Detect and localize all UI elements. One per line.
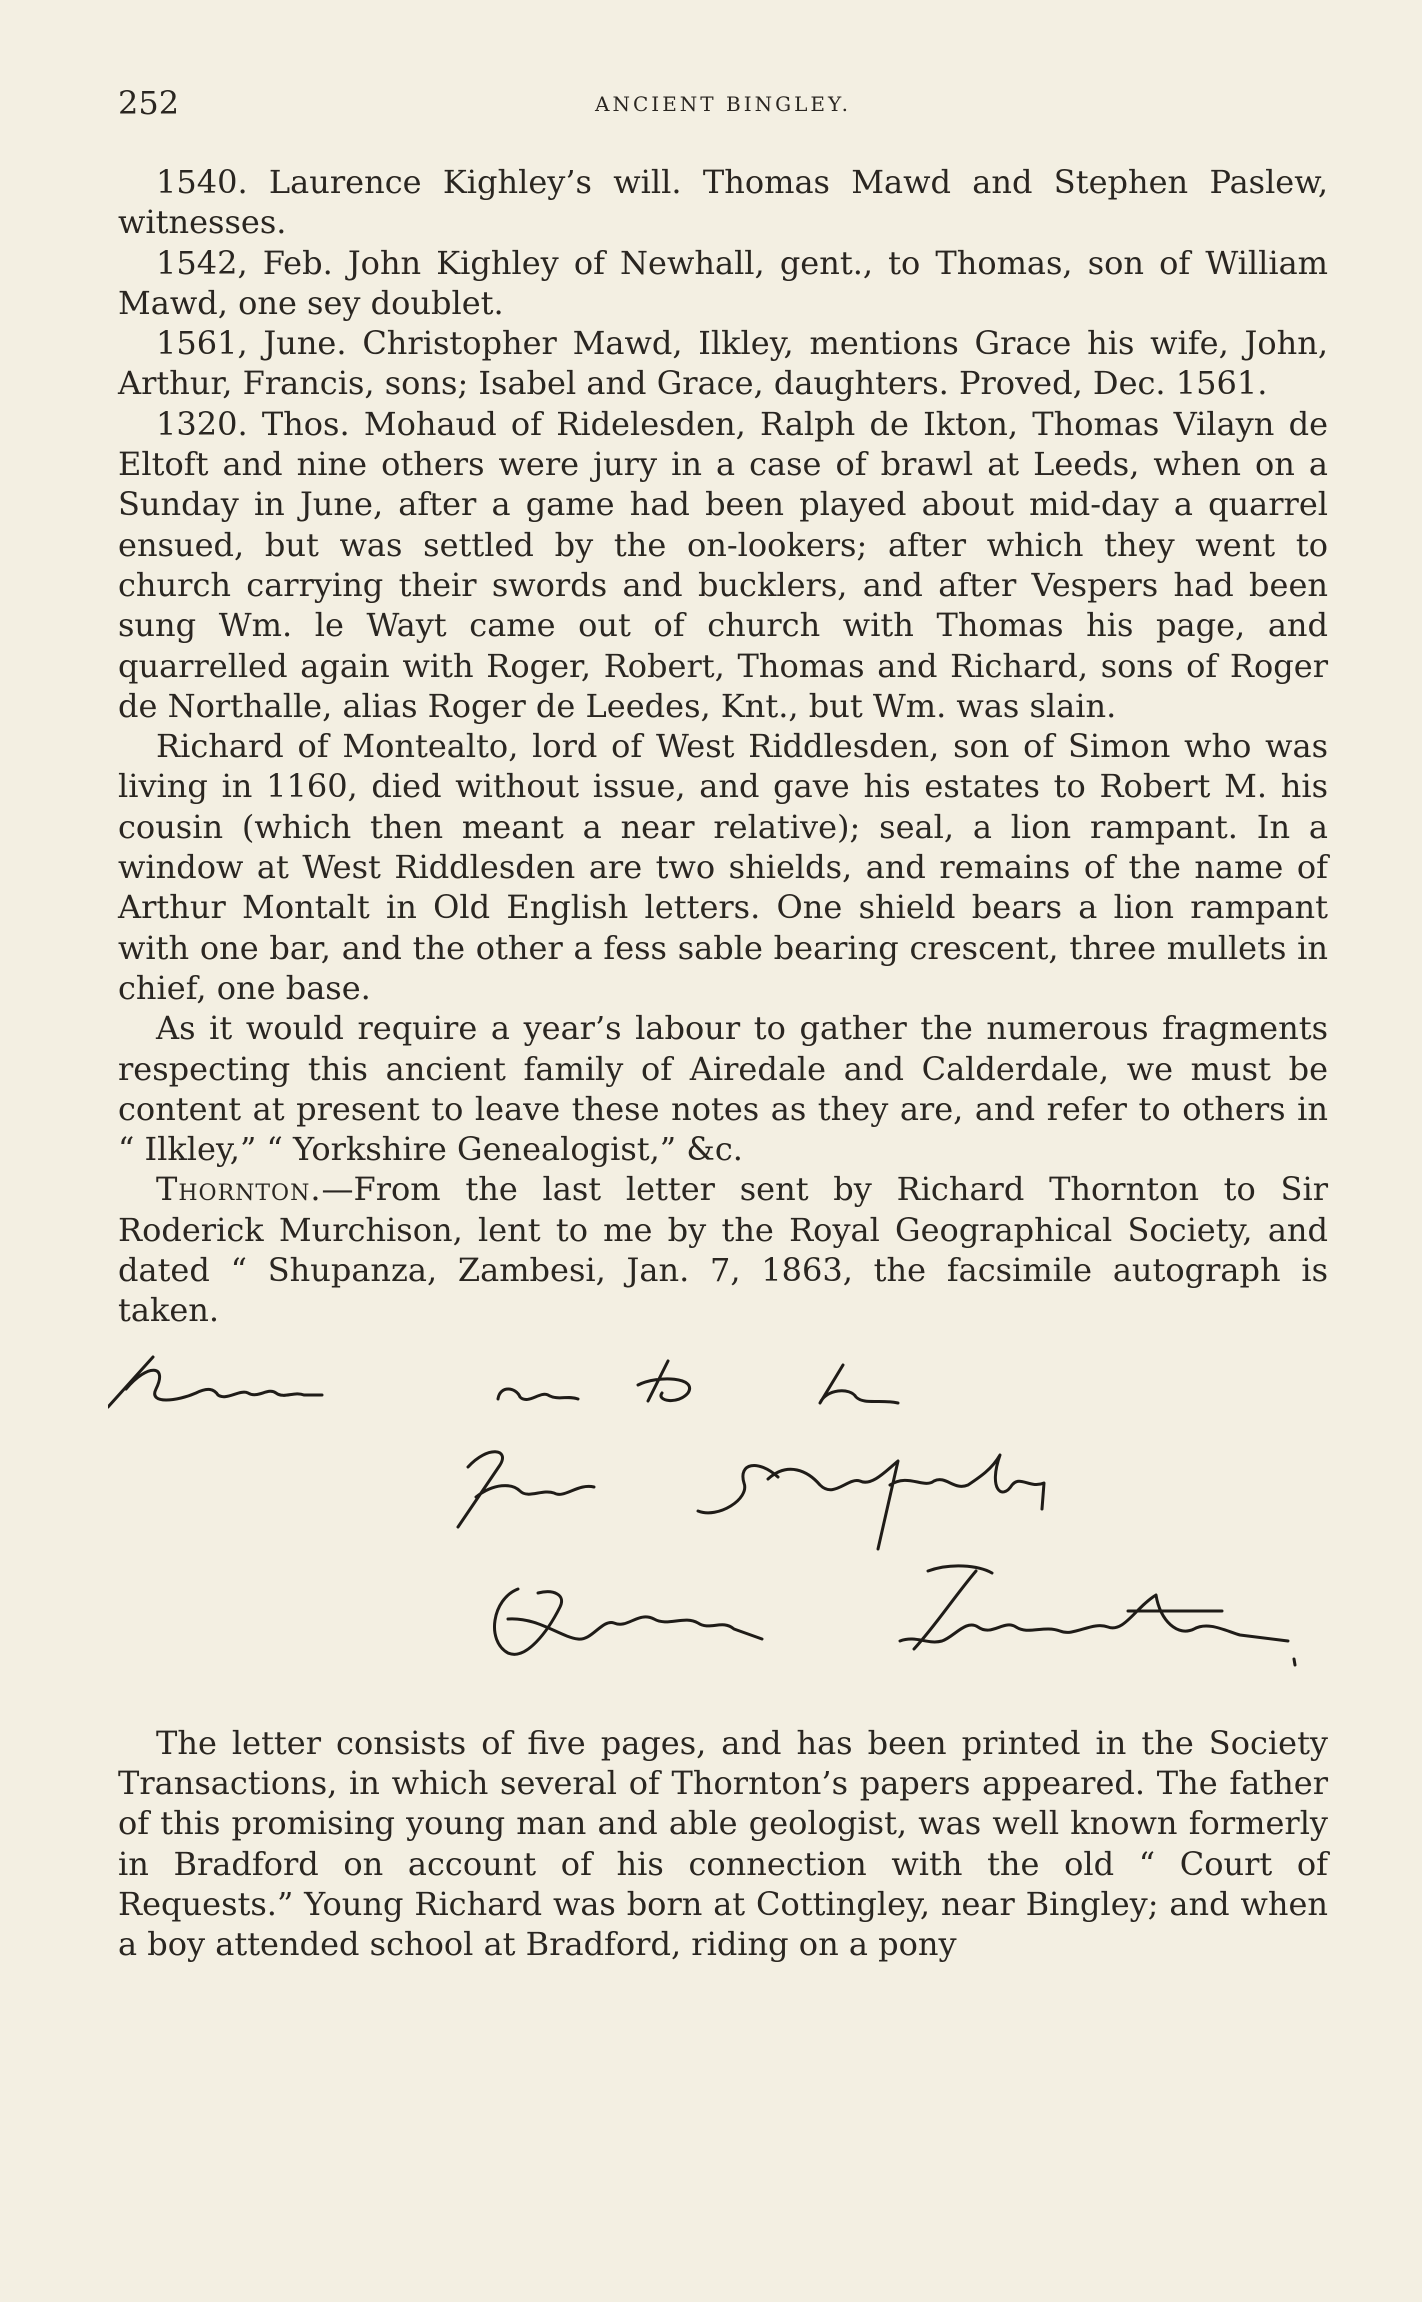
paragraph-1540: 1540. Laurence Kighley’s will. Thomas Mawd and Stephen Paslew, witnesses. — [118, 163, 1328, 242]
page-number: 252 — [118, 84, 180, 122]
running-title: ANCIENT BINGLEY. — [595, 92, 851, 116]
signature-drawing — [108, 1349, 1348, 1709]
paragraph-1542: 1542, Feb. John Kighley of Newhall, gent., to Thomas, son of William Mawd, one sey doublet. — [118, 243, 1328, 322]
page-header — [118, 84, 1328, 124]
page-body — [118, 162, 1328, 1964]
paragraph-montealto: Richard of Montealto, lord of West Riddlesden, son of Simon who was living in 1160, died without issue, and gave his estates to Robert M. his cousin (which then meant a near relative); seal, a lion rampant. In a window at West Riddlesden are two shields, and remains of the name of Arthur Montalt in Old English letters. One shield bears a lion rampant with one bar, and the other a fess sable bearing crescent, three mullets in chief, one base. — [118, 727, 1328, 1007]
thornton-heading: Thornton. — [156, 1170, 322, 1209]
facsimile-autograph — [108, 1349, 1348, 1709]
paragraph-fragments: As it would require a year’s labour to gather the numerous fragments respecting this ancient family of Airedale and Calderdale, we must be content at present to leave these notes as they are, and refer to others in “ Ilkley,” “ Yorkshire Genealogist,” &c. — [118, 1009, 1328, 1169]
paragraph-thornton — [118, 1169, 1328, 1330]
thornton-text: —From the last letter sent by Richard Thornton to Sir Roderick Murchison, lent to me by the Royal Geographical Society, and dated “ Shupanza, Zambesi, Jan. 7, 1863, the facsimile autograph is taken. — [118, 1170, 1328, 1330]
closing-section — [118, 1723, 1328, 1965]
paragraph-1320: 1320. Thos. Mohaud of Ridelesden, Ralph de Ikton, Thomas Vilayn de Eltoft and nine others were jury in a case of brawl at Leeds, when on a Sunday in June, after a game had been played about mid-day a quarrel ensued, but was settled by the on-lookers; after which they went to church carrying their swords and bucklers, and after Vespers had been sung Wm. le Wayt came out of church with Thomas his page, and quarrelled again with Roger, Robert, Thomas and Richard, sons of Roger de Northalle, alias Roger de Leedes, Knt., but Wm. was slain. — [118, 404, 1328, 725]
paragraph-letter: The letter consists of five pages, and has been printed in the Society Transactions, in which several of Thornton’s papers appeared. The father of this promising young man and able geologist, was well known formerly in Bradford on account of his connection with the old “ Court of Requests.” Young Richard was born at Cottingley, near Bingley; and when a boy attended school at Bradford, riding on a pony — [118, 1723, 1328, 1964]
paragraph-1561: 1561, June. Christopher Mawd, Ilkley, mentions Grace his wife, John, Arthur, Francis, sons; Isabel and Grace, daughters. Proved, Dec. 1561. — [118, 324, 1328, 403]
